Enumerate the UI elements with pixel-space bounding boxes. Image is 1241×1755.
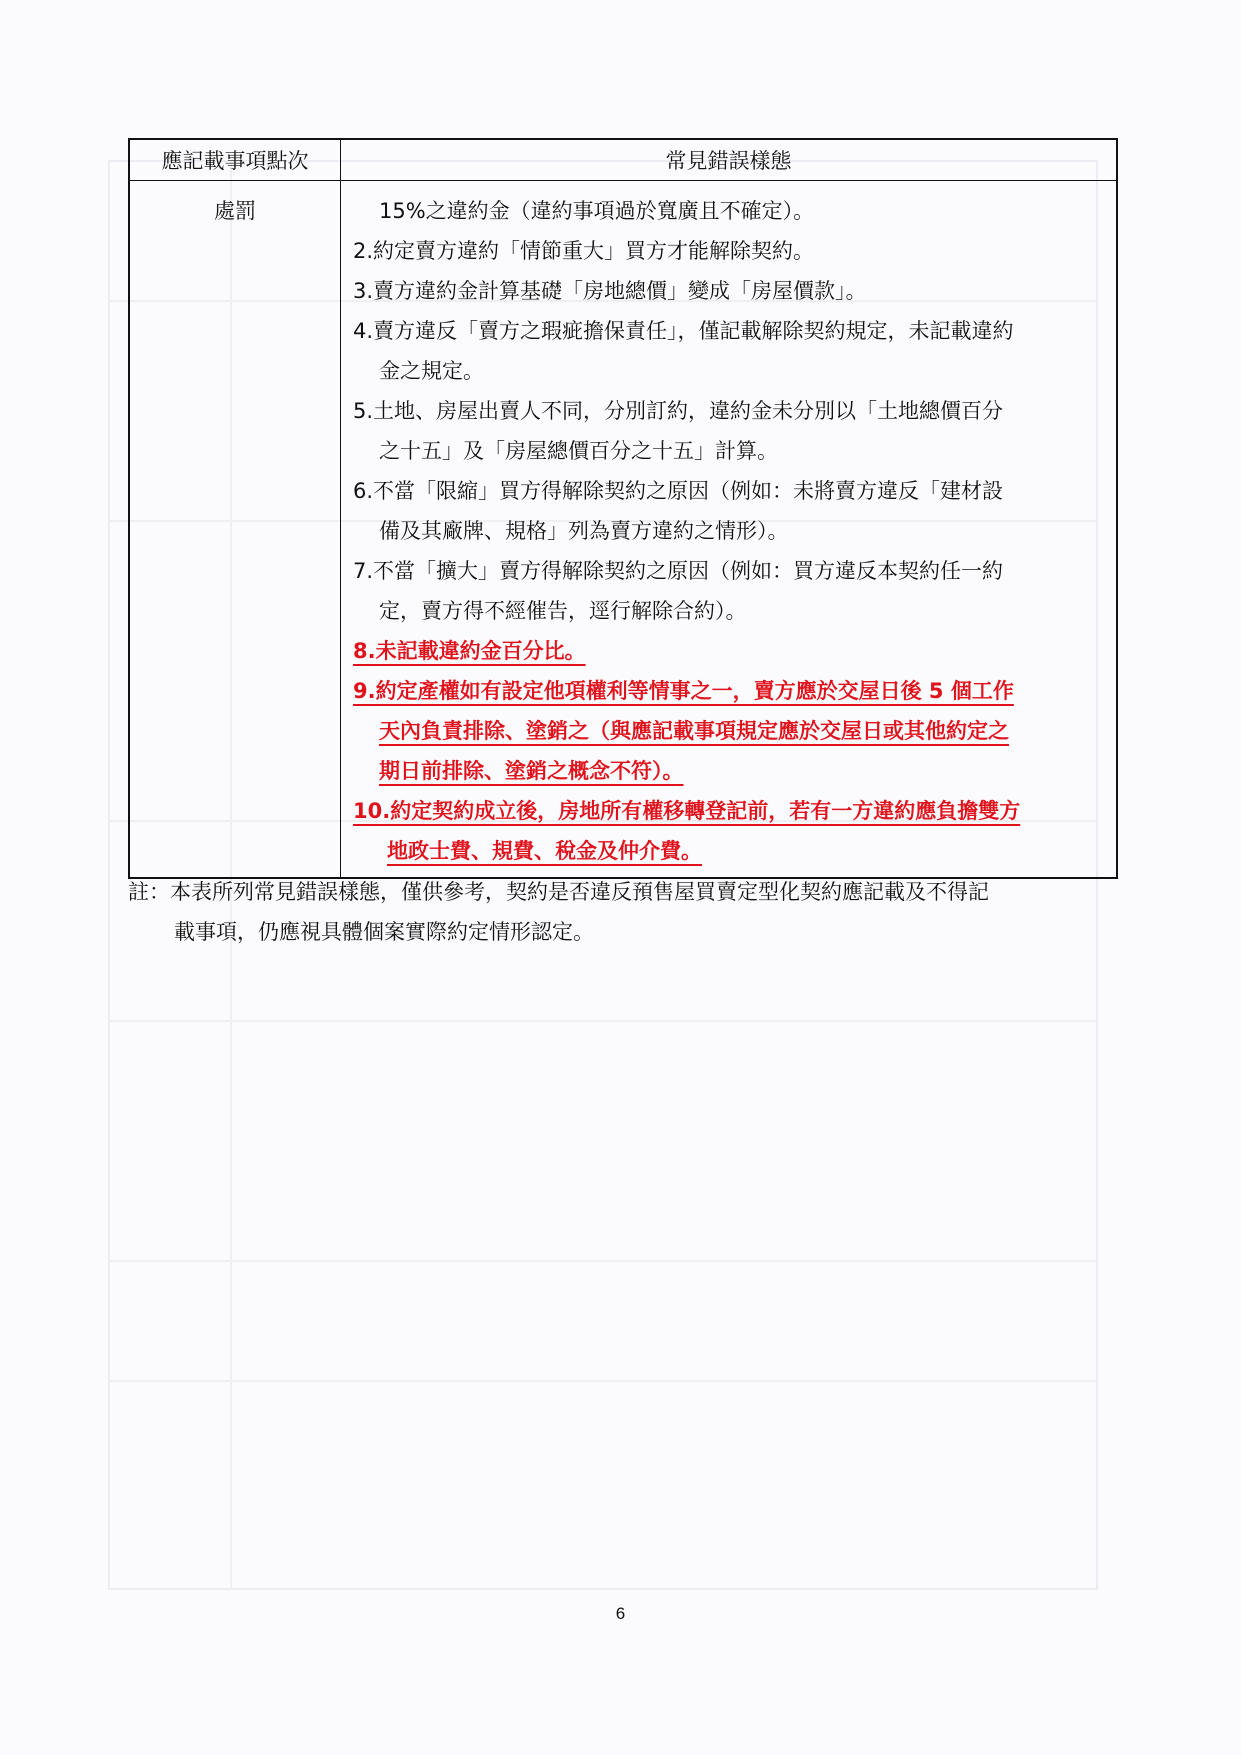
table-header-row: [129, 139, 1117, 181]
footnote-line-2: 載事項，仍應視具體個案實際約定情形認定。: [174, 920, 594, 944]
show-through-line: [108, 1380, 1098, 1382]
header-errors-column: 常見錯誤樣態: [341, 139, 1118, 181]
error-line-text: 10.約定契約成立後，房地所有權移轉登記前，若有一方違約應負擔雙方: [353, 799, 1021, 823]
error-line: [353, 791, 1106, 831]
error-line-text: 6.不當「限縮」買方得解除契約之原因（例如：未將賣方違反「建材設: [353, 479, 1004, 503]
page-number: 6: [615, 1604, 626, 1623]
error-line-text: 2.約定賣方違約「情節重大」買方才能解除契約。: [353, 239, 815, 263]
error-line: [353, 591, 1106, 631]
error-line: [353, 191, 1106, 231]
error-line: [353, 631, 1106, 671]
error-line-text: 3.賣方違約金計算基礎「房地總價」變成「房屋價款」。: [353, 279, 867, 303]
header-item-column: 應記載事項點次: [129, 139, 341, 181]
error-line: [353, 231, 1106, 271]
error-line-text: 4.賣方違反「賣方之瑕疵擔保責任」，僅記載解除契約規定，未記載違約: [353, 319, 1014, 343]
error-line-text: 5.土地、房屋出賣人不同，分別訂約，違約金未分別以「土地總價百分: [353, 399, 1004, 423]
error-line: [353, 271, 1106, 311]
error-line-text: 15%之違約金（違約事項過於寬廣且不確定）。: [379, 199, 815, 223]
error-line-text: 地政士費、規費、稅金及仲介費。: [387, 839, 702, 863]
error-line-text: 天內負責排除、塗銷之（與應記載事項規定應於交屋日或其他約定之: [379, 719, 1009, 743]
error-line: [353, 391, 1106, 431]
error-line-text: 8.未記載違約金百分比。: [353, 639, 586, 663]
footnote: [128, 872, 1128, 952]
error-line-text: 期日前排除、塗銷之概念不符）。: [379, 759, 684, 783]
error-line-text: 定，賣方得不經催告，逕行解除合約）。: [379, 599, 747, 623]
error-line-text: 備及其廠牌、規格」列為賣方違約之情形）。: [379, 519, 789, 543]
error-line-text: 7.不當「擴大」賣方得解除契約之原因（例如：買方違反本契約任一約: [353, 559, 1004, 583]
error-line: [353, 311, 1106, 351]
error-line: [353, 751, 1106, 791]
error-line: [353, 511, 1106, 551]
footnote-line-1: 註：本表所列常見錯誤樣態，僅供參考，契約是否違反預售屋買賣定型化契約應記載及不得記: [128, 880, 989, 904]
error-line: [353, 431, 1106, 471]
error-line: [353, 471, 1106, 511]
errors-table: [128, 138, 1118, 879]
error-line: [353, 671, 1106, 711]
error-list: [353, 191, 1106, 871]
error-line: [353, 711, 1106, 751]
error-line: [353, 351, 1106, 391]
error-line-text: 金之規定。: [379, 359, 484, 383]
error-line-text: 之十五」及「房屋總價百分之十五」計算。: [379, 439, 778, 463]
table-row: [129, 181, 1117, 879]
show-through-line: [108, 1260, 1098, 1262]
errors-cell: [341, 181, 1118, 879]
error-line: [353, 831, 1106, 871]
show-through-line: [108, 1020, 1098, 1022]
error-line: [353, 551, 1106, 591]
error-line-text: 9.約定產權如有設定他項權利等情事之一，賣方應於交屋日後 5 個工作: [353, 679, 1014, 703]
item-cell: 處罰: [129, 181, 341, 879]
